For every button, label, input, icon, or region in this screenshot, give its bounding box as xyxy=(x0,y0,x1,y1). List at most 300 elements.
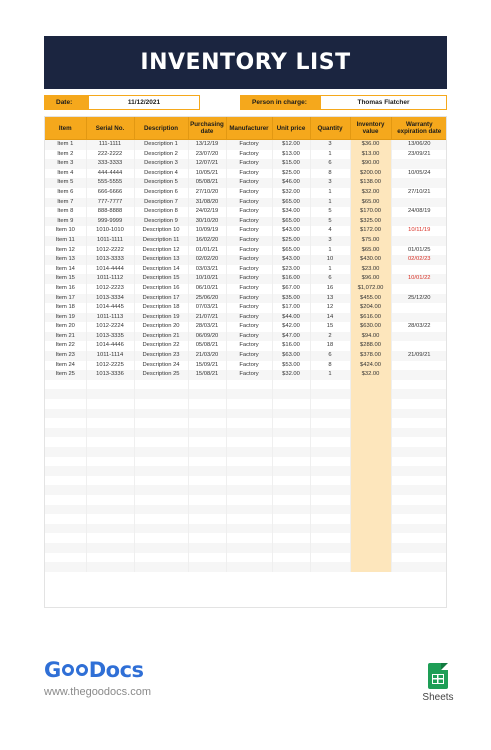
serial-no-cell: 777-7777 xyxy=(86,198,134,208)
unit-price-cell xyxy=(272,553,310,563)
table-row-empty xyxy=(45,533,447,543)
description-cell xyxy=(134,437,188,447)
table-row xyxy=(45,341,447,351)
item-cell xyxy=(45,447,86,457)
unit-price-cell: $32.00 xyxy=(272,188,310,198)
unit-price-cell xyxy=(272,514,310,524)
description-cell: Description 17 xyxy=(134,294,188,304)
purchasing-date-cell xyxy=(188,543,226,553)
table-row xyxy=(45,217,447,227)
description-cell xyxy=(134,428,188,438)
brand-prefix: G xyxy=(44,658,61,682)
description-cell xyxy=(134,380,188,390)
quantity-cell: 6 xyxy=(310,274,350,284)
item-cell xyxy=(45,485,86,495)
title-banner xyxy=(44,36,447,89)
table-row xyxy=(45,361,447,371)
inventory-value-cell xyxy=(350,428,391,438)
purchasing-date-cell: 15/08/21 xyxy=(188,370,226,380)
item-cell: Item 3 xyxy=(45,159,86,169)
table-row xyxy=(45,207,447,217)
description-cell: Description 5 xyxy=(134,178,188,188)
description-cell xyxy=(134,514,188,524)
item-cell xyxy=(45,437,86,447)
serial-no-cell xyxy=(86,514,134,524)
serial-no-cell: 444-4444 xyxy=(86,169,134,179)
inventory-value-cell xyxy=(350,543,391,553)
purchasing-date-cell: 05/08/21 xyxy=(188,341,226,351)
goodocs-brand xyxy=(44,658,151,698)
description-cell xyxy=(134,399,188,409)
purchasing-date-cell xyxy=(188,399,226,409)
purchasing-date-cell: 16/02/20 xyxy=(188,236,226,246)
serial-no-cell xyxy=(86,447,134,457)
description-cell: Description 13 xyxy=(134,255,188,265)
warranty-expiration-cell xyxy=(391,428,447,438)
purchasing-date-cell xyxy=(188,533,226,543)
manufacturer-cell: Factory xyxy=(226,370,272,380)
manufacturer-cell: Factory xyxy=(226,284,272,294)
serial-no-cell xyxy=(86,495,134,505)
column-header-manufacturer: Manufacturer xyxy=(226,117,272,140)
inventory-value-cell xyxy=(350,562,391,572)
item-cell: Item 10 xyxy=(45,226,86,236)
serial-no-cell: 1013-3335 xyxy=(86,332,134,342)
serial-no-cell xyxy=(86,457,134,467)
inventory-value-cell xyxy=(350,485,391,495)
table-row xyxy=(45,236,447,246)
goodocs-logo xyxy=(44,658,151,682)
table-row-empty xyxy=(45,418,447,428)
description-cell xyxy=(134,457,188,467)
inventory-value-cell xyxy=(350,409,391,419)
table-row-empty xyxy=(45,466,447,476)
table-row-empty xyxy=(45,562,447,572)
description-cell xyxy=(134,533,188,543)
person-in-charge-value: Thomas Flatcher xyxy=(320,95,447,110)
inventory-value-cell: $455.00 xyxy=(350,294,391,304)
unit-price-cell xyxy=(272,409,310,419)
table-row-empty xyxy=(45,476,447,486)
item-cell xyxy=(45,389,86,399)
item-cell xyxy=(45,399,86,409)
unit-price-cell xyxy=(272,562,310,572)
manufacturer-cell: Factory xyxy=(226,303,272,313)
serial-no-cell xyxy=(86,437,134,447)
unit-price-cell xyxy=(272,495,310,505)
unit-price-cell: $23.00 xyxy=(272,265,310,275)
inventory-value-cell xyxy=(350,418,391,428)
serial-no-cell: 888-8888 xyxy=(86,207,134,217)
inventory-value-cell: $172.00 xyxy=(350,226,391,236)
serial-no-cell: 1014-4445 xyxy=(86,303,134,313)
warranty-expiration-cell xyxy=(391,178,447,188)
table-row-empty xyxy=(45,505,447,515)
item-cell: Item 25 xyxy=(45,370,86,380)
serial-no-cell xyxy=(86,409,134,419)
manufacturer-cell xyxy=(226,447,272,457)
column-header-quantity: Quantity xyxy=(310,117,350,140)
quantity-cell: 4 xyxy=(310,226,350,236)
purchasing-date-cell: 02/02/20 xyxy=(188,255,226,265)
description-cell: Description 20 xyxy=(134,322,188,332)
purchasing-date-cell: 30/10/20 xyxy=(188,217,226,227)
description-cell xyxy=(134,562,188,572)
serial-no-cell: 111-1111 xyxy=(86,140,134,150)
serial-no-cell: 1013-3334 xyxy=(86,294,134,304)
quantity-cell: 8 xyxy=(310,169,350,179)
serial-no-cell: 555-5555 xyxy=(86,178,134,188)
column-header-inventory-value: Inventory value xyxy=(350,117,391,140)
description-cell xyxy=(134,466,188,476)
warranty-expiration-cell xyxy=(391,524,447,534)
quantity-cell: 12 xyxy=(310,303,350,313)
description-cell xyxy=(134,409,188,419)
description-cell: Description 12 xyxy=(134,246,188,256)
warranty-expiration-cell xyxy=(391,553,447,563)
logo-ring-icon xyxy=(62,664,74,676)
serial-no-cell: 1010-1010 xyxy=(86,226,134,236)
inventory-value-cell: $288.00 xyxy=(350,341,391,351)
manufacturer-cell: Factory xyxy=(226,255,272,265)
warranty-expiration-cell xyxy=(391,514,447,524)
inventory-value-cell: $65.00 xyxy=(350,246,391,256)
item-cell: Item 21 xyxy=(45,332,86,342)
inventory-value-cell: $430.00 xyxy=(350,255,391,265)
serial-no-cell xyxy=(86,553,134,563)
warranty-expiration-cell xyxy=(391,447,447,457)
table-row-empty xyxy=(45,389,447,399)
unit-price-cell: $47.00 xyxy=(272,332,310,342)
item-cell: Item 5 xyxy=(45,178,86,188)
purchasing-date-cell: 06/10/21 xyxy=(188,284,226,294)
serial-no-cell: 1011-1111 xyxy=(86,236,134,246)
warranty-expiration-cell xyxy=(391,284,447,294)
description-cell: Description 10 xyxy=(134,226,188,236)
table-row xyxy=(45,332,447,342)
warranty-expiration-cell xyxy=(391,437,447,447)
warranty-expiration-cell xyxy=(391,533,447,543)
table-row xyxy=(45,303,447,313)
manufacturer-cell xyxy=(226,389,272,399)
warranty-expiration-cell xyxy=(391,313,447,323)
manufacturer-cell: Factory xyxy=(226,361,272,371)
inventory-value-cell: $94.00 xyxy=(350,332,391,342)
description-cell: Description 18 xyxy=(134,303,188,313)
quantity-cell xyxy=(310,466,350,476)
unit-price-cell: $17.00 xyxy=(272,303,310,313)
purchasing-date-cell: 10/09/19 xyxy=(188,226,226,236)
table-row xyxy=(45,370,447,380)
purchasing-date-cell xyxy=(188,428,226,438)
unit-price-cell xyxy=(272,533,310,543)
item-cell: Item 11 xyxy=(45,236,86,246)
inventory-table xyxy=(45,117,447,572)
manufacturer-cell: Factory xyxy=(226,226,272,236)
item-cell: Item 12 xyxy=(45,246,86,256)
description-cell: Description 1 xyxy=(134,140,188,150)
google-sheets-icon xyxy=(428,663,448,689)
quantity-cell: 1 xyxy=(310,188,350,198)
item-cell: Item 16 xyxy=(45,284,86,294)
item-cell xyxy=(45,476,86,486)
purchasing-date-cell: 31/08/20 xyxy=(188,198,226,208)
unit-price-cell: $13.00 xyxy=(272,150,310,160)
table-row xyxy=(45,150,447,160)
table-row xyxy=(45,159,447,169)
description-cell: Description 8 xyxy=(134,207,188,217)
quantity-cell xyxy=(310,380,350,390)
description-cell: Description 14 xyxy=(134,265,188,275)
unit-price-cell: $25.00 xyxy=(272,236,310,246)
item-cell: Item 14 xyxy=(45,265,86,275)
unit-price-cell: $42.00 xyxy=(272,322,310,332)
table-row xyxy=(45,188,447,198)
description-cell: Description 6 xyxy=(134,188,188,198)
inventory-value-cell xyxy=(350,437,391,447)
quantity-cell: 6 xyxy=(310,351,350,361)
description-cell: Description 21 xyxy=(134,332,188,342)
unit-price-cell xyxy=(272,447,310,457)
unit-price-cell xyxy=(272,389,310,399)
quantity-cell: 3 xyxy=(310,140,350,150)
manufacturer-cell xyxy=(226,533,272,543)
manufacturer-cell: Factory xyxy=(226,341,272,351)
manufacturer-cell: Factory xyxy=(226,294,272,304)
warranty-expiration-cell xyxy=(391,495,447,505)
purchasing-date-cell xyxy=(188,389,226,399)
manufacturer-cell: Factory xyxy=(226,332,272,342)
manufacturer-cell: Factory xyxy=(226,265,272,275)
quantity-cell xyxy=(310,389,350,399)
logo-ring-icon xyxy=(76,664,88,676)
item-cell xyxy=(45,562,86,572)
table-row xyxy=(45,313,447,323)
warranty-expiration-cell xyxy=(391,341,447,351)
serial-no-cell xyxy=(86,524,134,534)
inventory-value-cell: $138.00 xyxy=(350,178,391,188)
description-cell xyxy=(134,553,188,563)
quantity-cell xyxy=(310,524,350,534)
item-cell: Item 17 xyxy=(45,294,86,304)
warranty-expiration-cell xyxy=(391,198,447,208)
description-cell: Description 3 xyxy=(134,159,188,169)
unit-price-cell: $16.00 xyxy=(272,341,310,351)
description-cell xyxy=(134,495,188,505)
unit-price-cell: $34.00 xyxy=(272,207,310,217)
table-row-empty xyxy=(45,495,447,505)
purchasing-date-cell: 24/02/19 xyxy=(188,207,226,217)
unit-price-cell: $25.00 xyxy=(272,169,310,179)
manufacturer-cell xyxy=(226,399,272,409)
inventory-value-cell: $616.00 xyxy=(350,313,391,323)
warranty-expiration-cell xyxy=(391,217,447,227)
inventory-value-cell: $204.00 xyxy=(350,303,391,313)
manufacturer-cell xyxy=(226,380,272,390)
inventory-value-cell xyxy=(350,447,391,457)
inventory-value-cell xyxy=(350,457,391,467)
item-cell xyxy=(45,495,86,505)
item-cell: Item 24 xyxy=(45,361,86,371)
manufacturer-cell xyxy=(226,485,272,495)
purchasing-date-cell xyxy=(188,466,226,476)
column-header-description: Description xyxy=(134,117,188,140)
item-cell: Item 23 xyxy=(45,351,86,361)
unit-price-cell: $44.00 xyxy=(272,313,310,323)
description-cell: Description 11 xyxy=(134,236,188,246)
warranty-expiration-cell xyxy=(391,370,447,380)
serial-no-cell xyxy=(86,466,134,476)
quantity-cell: 1 xyxy=(310,198,350,208)
inventory-value-cell: $1,072.00 xyxy=(350,284,391,294)
purchasing-date-cell xyxy=(188,418,226,428)
unit-price-cell: $35.00 xyxy=(272,294,310,304)
warranty-expiration-cell xyxy=(391,380,447,390)
item-cell: Item 6 xyxy=(45,188,86,198)
serial-no-cell: 1011-1113 xyxy=(86,313,134,323)
table-row xyxy=(45,178,447,188)
warranty-expiration-cell: 01/01/25 xyxy=(391,246,447,256)
table-row xyxy=(45,140,447,150)
brand-suffix: Docs xyxy=(88,658,144,682)
item-cell xyxy=(45,553,86,563)
serial-no-cell: 1012-2224 xyxy=(86,322,134,332)
item-cell xyxy=(45,543,86,553)
purchasing-date-cell: 25/06/20 xyxy=(188,294,226,304)
serial-no-cell xyxy=(86,485,134,495)
manufacturer-cell: Factory xyxy=(226,150,272,160)
item-cell xyxy=(45,514,86,524)
table-row-empty xyxy=(45,485,447,495)
quantity-cell: 1 xyxy=(310,150,350,160)
serial-no-cell: 222-2222 xyxy=(86,150,134,160)
quantity-cell xyxy=(310,409,350,419)
quantity-cell: 10 xyxy=(310,255,350,265)
purchasing-date-cell xyxy=(188,562,226,572)
serial-no-cell: 1011-1112 xyxy=(86,274,134,284)
quantity-cell xyxy=(310,514,350,524)
inventory-value-cell: $96.00 xyxy=(350,274,391,284)
item-cell xyxy=(45,524,86,534)
column-header-purchasing-date: Purchasing date xyxy=(188,117,226,140)
brand-url: www.thegoodocs.com xyxy=(44,686,151,698)
manufacturer-cell: Factory xyxy=(226,236,272,246)
inventory-value-cell: $200.00 xyxy=(350,169,391,179)
description-cell xyxy=(134,524,188,534)
purchasing-date-cell: 10/05/21 xyxy=(188,169,226,179)
serial-no-cell: 999-9999 xyxy=(86,217,134,227)
manufacturer-cell xyxy=(226,409,272,419)
table-row xyxy=(45,284,447,294)
description-cell: Description 22 xyxy=(134,341,188,351)
serial-no-cell xyxy=(86,428,134,438)
warranty-expiration-cell xyxy=(391,303,447,313)
inventory-value-cell: $424.00 xyxy=(350,361,391,371)
item-cell: Item 19 xyxy=(45,313,86,323)
purchasing-date-cell: 21/03/20 xyxy=(188,351,226,361)
manufacturer-cell xyxy=(226,543,272,553)
table-row xyxy=(45,294,447,304)
table-row xyxy=(45,255,447,265)
inventory-value-cell xyxy=(350,495,391,505)
description-cell xyxy=(134,485,188,495)
warranty-expiration-cell xyxy=(391,485,447,495)
unit-price-cell xyxy=(272,476,310,486)
unit-price-cell xyxy=(272,485,310,495)
serial-no-cell xyxy=(86,418,134,428)
inventory-value-cell: $36.00 xyxy=(350,140,391,150)
quantity-cell: 18 xyxy=(310,341,350,351)
unit-price-cell: $53.00 xyxy=(272,361,310,371)
manufacturer-cell: Factory xyxy=(226,207,272,217)
purchasing-date-cell xyxy=(188,514,226,524)
manufacturer-cell: Factory xyxy=(226,274,272,284)
description-cell: Description 9 xyxy=(134,217,188,227)
manufacturer-cell xyxy=(226,553,272,563)
purchasing-date-cell: 27/10/20 xyxy=(188,188,226,198)
unit-price-cell: $16.00 xyxy=(272,274,310,284)
serial-no-cell: 1014-4446 xyxy=(86,341,134,351)
description-cell: Description 7 xyxy=(134,198,188,208)
quantity-cell xyxy=(310,533,350,543)
description-cell: Description 15 xyxy=(134,274,188,284)
unit-price-cell: $15.00 xyxy=(272,159,310,169)
quantity-cell: 2 xyxy=(310,332,350,342)
warranty-expiration-cell xyxy=(391,399,447,409)
description-cell xyxy=(134,389,188,399)
quantity-cell: 8 xyxy=(310,361,350,371)
manufacturer-cell xyxy=(226,514,272,524)
quantity-cell xyxy=(310,553,350,563)
purchasing-date-cell xyxy=(188,495,226,505)
inventory-value-cell xyxy=(350,476,391,486)
purchasing-date-cell xyxy=(188,524,226,534)
inventory-value-cell: $32.00 xyxy=(350,370,391,380)
inventory-value-cell xyxy=(350,466,391,476)
quantity-cell xyxy=(310,476,350,486)
table-row-empty xyxy=(45,380,447,390)
warranty-expiration-cell xyxy=(391,418,447,428)
item-cell xyxy=(45,409,86,419)
description-cell xyxy=(134,505,188,515)
quantity-cell xyxy=(310,457,350,467)
warranty-expiration-cell xyxy=(391,466,447,476)
item-cell: Item 7 xyxy=(45,198,86,208)
unit-price-cell xyxy=(272,466,310,476)
unit-price-cell: $65.00 xyxy=(272,246,310,256)
unit-price-cell xyxy=(272,428,310,438)
purchasing-date-cell: 15/09/21 xyxy=(188,361,226,371)
item-cell: Item 9 xyxy=(45,217,86,227)
warranty-expiration-cell: 10/11/19 xyxy=(391,226,447,236)
unit-price-cell xyxy=(272,505,310,515)
warranty-expiration-cell: 10/05/24 xyxy=(391,169,447,179)
manufacturer-cell: Factory xyxy=(226,198,272,208)
quantity-cell xyxy=(310,447,350,457)
item-cell: Item 15 xyxy=(45,274,86,284)
warranty-expiration-cell xyxy=(391,457,447,467)
serial-no-cell: 333-3333 xyxy=(86,159,134,169)
table-header-row xyxy=(45,117,447,140)
manufacturer-cell: Factory xyxy=(226,178,272,188)
manufacturer-cell xyxy=(226,466,272,476)
inventory-value-cell xyxy=(350,533,391,543)
purchasing-date-cell xyxy=(188,409,226,419)
column-header-serial-no: Serial No. xyxy=(86,117,134,140)
item-cell xyxy=(45,533,86,543)
purchasing-date-cell xyxy=(188,447,226,457)
manufacturer-cell: Factory xyxy=(226,322,272,332)
